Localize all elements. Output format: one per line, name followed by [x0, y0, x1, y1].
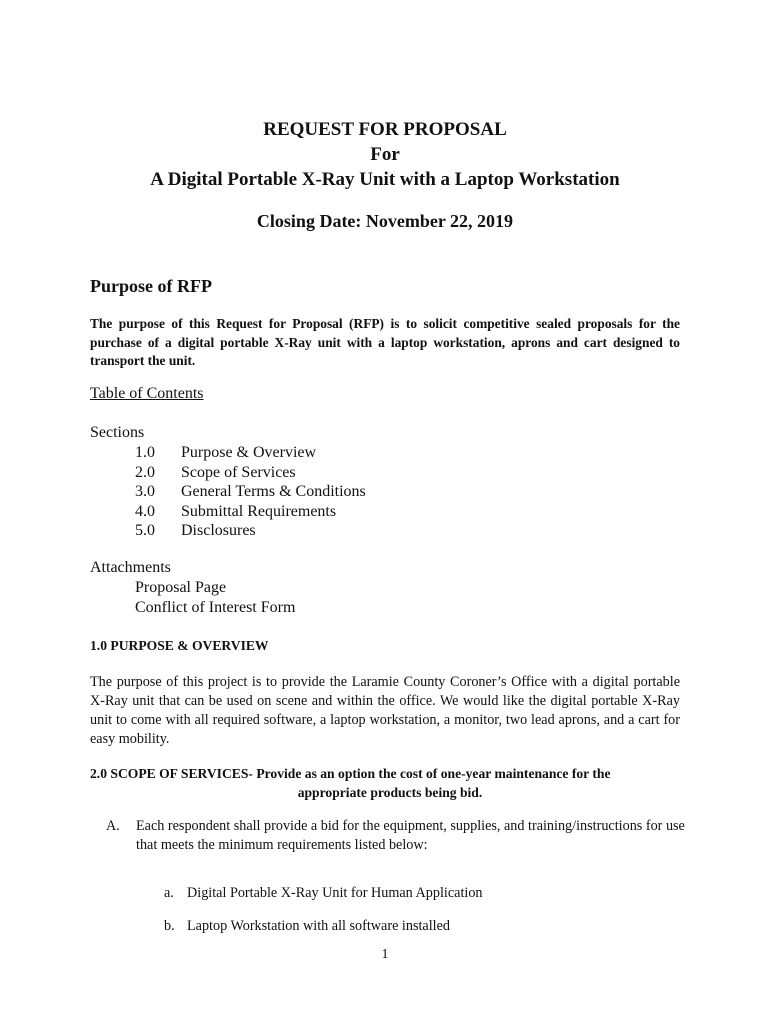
attachment-list [135, 578, 295, 617]
sub-item-text: Digital Portable X-Ray Unit for Human Application [187, 885, 483, 901]
section-label: Submittal Requirements [181, 502, 337, 520]
title-line-3: A Digital Portable X-Ray Unit with a Laptop Workstation [150, 169, 620, 190]
section-item [135, 502, 366, 522]
section-label: Purpose & Overview [181, 444, 317, 461]
closing-date: Closing Date: November 22, 2019 [256, 211, 514, 231]
section-label: Scope of Services [181, 463, 296, 481]
title-line-1: REQUEST FOR PROPOSAL [263, 119, 507, 140]
section-label: Disclosures [181, 522, 256, 539]
item-marker: A. [106, 818, 120, 834]
scope-sub-item [164, 885, 483, 902]
title-line-2: For [370, 144, 400, 165]
sub-item-text: Laptop Workstation with all software installed [187, 918, 450, 934]
section-item [135, 482, 366, 502]
section-number: 3.0 [135, 483, 155, 500]
scope-heading-line-2: appropriate products being bid. [297, 785, 483, 800]
toc-title: Table of Contents [90, 385, 204, 402]
section-number: 4.0 [135, 502, 155, 520]
section-number: 2.0 [135, 463, 155, 481]
scope-sub-item [164, 918, 450, 935]
section-number: 5.0 [135, 522, 155, 539]
attachments-label: Attachments [90, 559, 171, 576]
section-list [135, 443, 366, 541]
purpose-heading: Purpose of RFP [90, 276, 212, 296]
page-number: 1 [381, 947, 389, 962]
scope-heading [90, 764, 680, 802]
section-label: General Terms & Conditions [181, 483, 366, 500]
document-title [0, 117, 770, 192]
sub-item-marker: a. [164, 885, 174, 901]
item-text: Each respondent shall provide a bid for the equipment, supplies, and training/instructions for use that meets the minimum requirements listed below: [136, 818, 685, 853]
attachment-item: Proposal Page [135, 579, 227, 596]
section-number: 1.0 [135, 444, 155, 461]
overview-paragraph: The purpose of this project is to provide the Laramie County Coroner’s Office with a digital portable X-Ray unit that can be used on scene and within the office. We would like the digital portable X-Ray unit to come with all required software, a laptop workstation, a monitor, two lead aprons, and a cart for easy mobility. [90, 674, 680, 747]
sub-item-marker: b. [164, 918, 175, 934]
section-item [135, 443, 366, 463]
section-item [135, 463, 366, 483]
purpose-paragraph: The purpose of this Request for Proposal (RFP) is to solicit competitive sealed proposals for the purchase of a digital portable X-Ray unit with a laptop workstation, aprons and cart designed to transport the unit. [90, 316, 680, 368]
sections-label: Sections [90, 424, 145, 441]
overview-heading: 1.0 PURPOSE & OVERVIEW [90, 638, 269, 653]
attachment-item: Conflict of Interest Form [135, 598, 296, 616]
scope-heading-line-1: 2.0 SCOPE OF SERVICES- Provide as an option the cost of one-year maintenance for the [90, 766, 611, 781]
section-item [135, 521, 366, 541]
scope-item-a [106, 817, 686, 855]
